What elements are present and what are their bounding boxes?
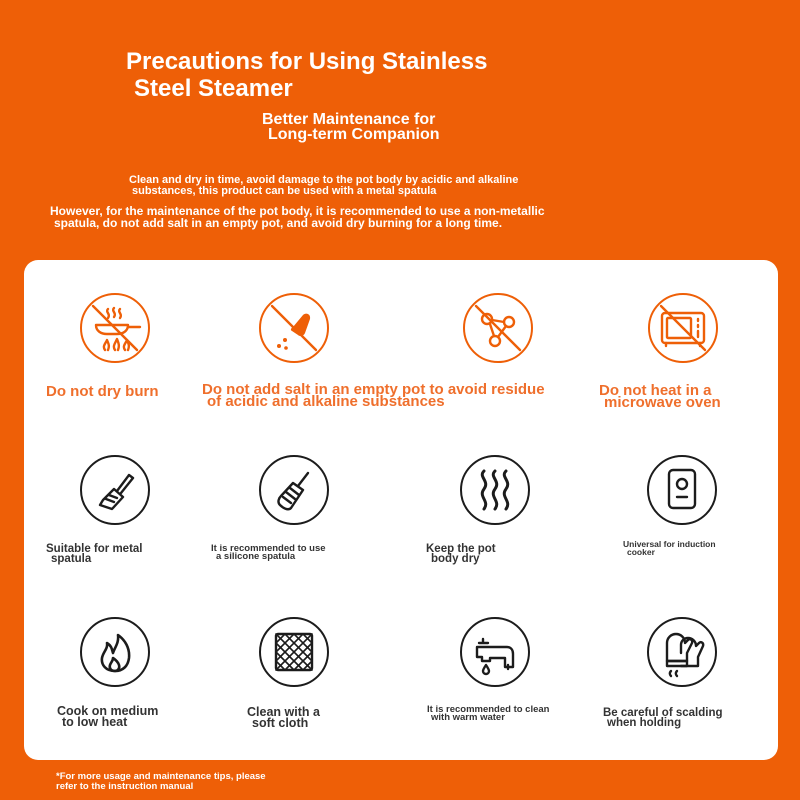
induction-cooker-icon — [647, 455, 717, 525]
faucet-icon — [460, 617, 530, 687]
soft-cloth-icon — [259, 617, 329, 687]
title-line-2: Steel Steamer — [134, 75, 293, 102]
tip-label-metal-spatula: Suitable for metal spatula — [46, 543, 143, 565]
no-acid-alkali-icon — [463, 293, 533, 363]
intro-1-line-2: substances, this product can be used with a metal spatula — [132, 185, 437, 197]
precaution-label-dry-burn: Do not dry burn — [46, 383, 159, 400]
metal-spatula-icon — [80, 455, 150, 525]
footnote-line-2: refer to the instruction manual — [56, 781, 194, 792]
intro-2-line-1: However, for the maintenance of the pot body, it is recommended to use a non-metallic — [50, 204, 545, 218]
precautions-panel — [24, 260, 778, 760]
flame-icon — [80, 617, 150, 687]
subtitle-line-2: Long-term Companion — [268, 126, 440, 143]
oven-mitt-icon — [647, 617, 717, 687]
no-salt-icon — [259, 293, 329, 363]
footnote — [56, 772, 266, 792]
tip-label-medium-heat: Cook on medium to low heat — [57, 704, 159, 729]
intro-1-line-1: Clean and dry in time, avoid damage to the pot body by acidic and alkaline — [129, 174, 519, 186]
title-line-1: Precautions for Using Stainless — [126, 48, 488, 75]
tip-label-silicone-spatula: It is recommended to use a silicone spatula — [211, 543, 326, 562]
tip-label-warm-water: It is recommended to clean with warm water — [427, 704, 550, 723]
subtitle — [262, 112, 440, 142]
intro-paragraph-2 — [50, 205, 545, 229]
precaution-label-microwave: Do not heat in a microwave oven — [599, 382, 721, 411]
tip-label-soft-cloth: Clean with a soft cloth — [247, 705, 320, 730]
no-microwave-icon — [648, 293, 718, 363]
footnote-line-1: *For more usage and maintenance tips, please — [56, 771, 266, 782]
intro-2-line-2: spatula, do not add salt in an empty pot, and avoid dry burning for a long time. — [54, 216, 503, 230]
tip-label-induction: Universal for induction cooker — [623, 539, 716, 557]
no-dry-burn-icon — [80, 293, 150, 363]
subtitle-line-1: Better Maintenance for — [262, 111, 436, 128]
dry-pot-icon — [460, 455, 530, 525]
tip-label-scalding: Be careful of scalding when holding — [603, 707, 723, 729]
tip-label-dry-pot: Keep the pot body dry — [426, 543, 496, 565]
silicone-spatula-icon — [259, 455, 329, 525]
intro-paragraph-1 — [129, 175, 518, 197]
precaution-label-salt: Do not add salt in an empty pot to avoid residue of acidic and alkaline substances — [202, 381, 545, 410]
page-title — [126, 48, 487, 102]
